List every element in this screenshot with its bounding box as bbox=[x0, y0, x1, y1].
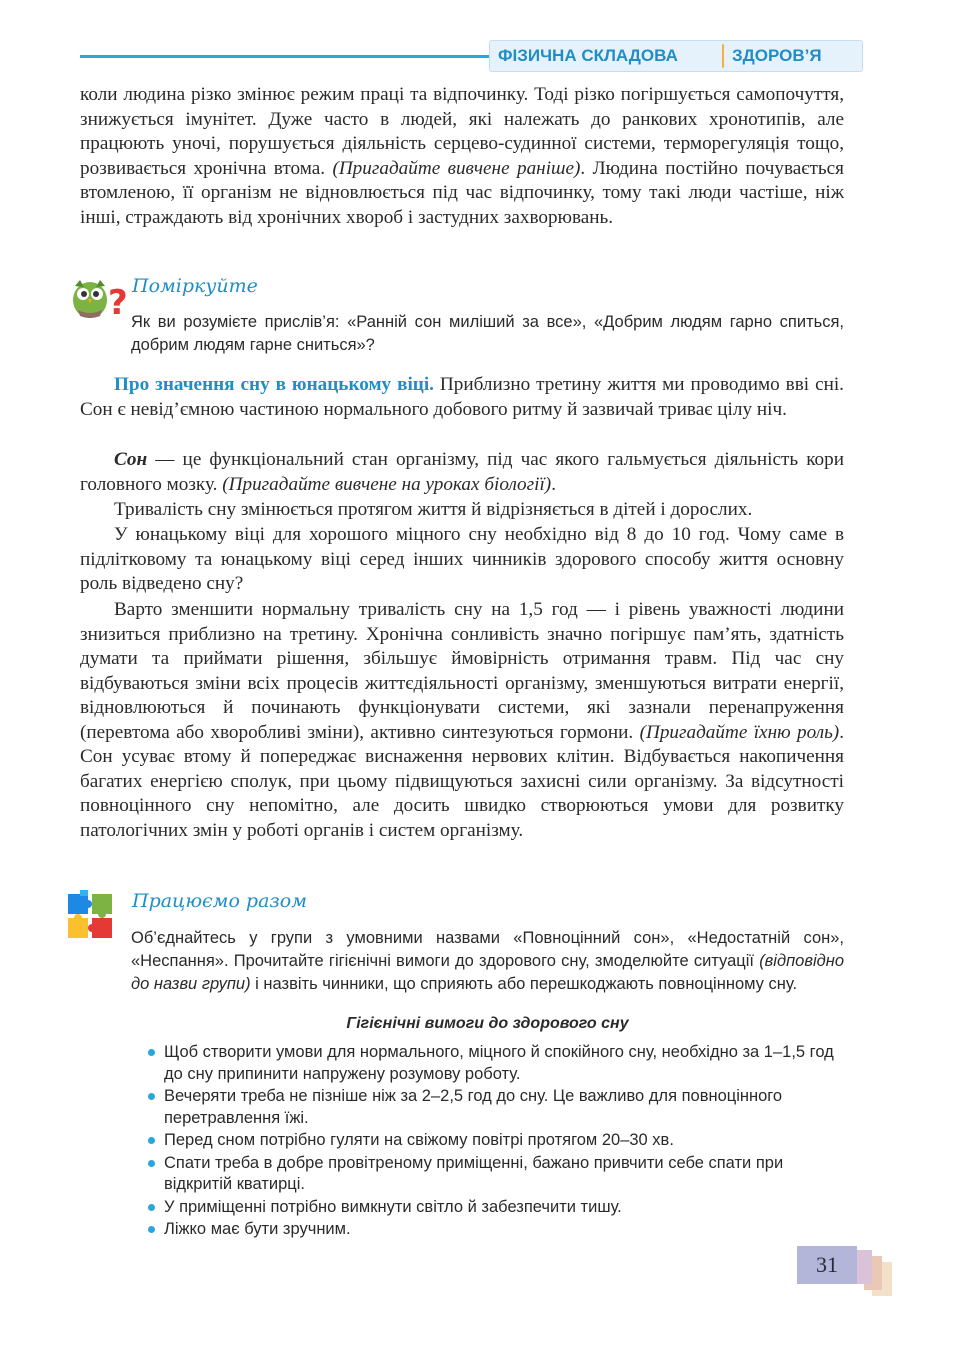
sleep-youth-paragraph: У юнацькому віці для хорошого міцного сну необхідно від 8 до 10 год. Чому саме в підлітковому та юнацькому віці серед інших чинників здорового способу життя основну роль відведено сну? bbox=[80, 524, 844, 594]
bullet-icon bbox=[148, 1226, 155, 1233]
sleep-definition-paragraph: Сон — це функціональний стан організму, під час якого гальмується діяльність кори головного мозку. (Пригадайте вивчене на уроках біології). bbox=[80, 449, 844, 495]
page-tab-decor-1 bbox=[856, 1250, 872, 1284]
list-item: Спати треба в добре провітреному приміщенні, бажано привчити себе спати при відкритій кватирці. bbox=[148, 1153, 845, 1196]
bullet-icon bbox=[148, 1049, 155, 1056]
sleep-effects-paragraph: Варто зменшити нормальну тривалість сну на 1,5 год — і рівень уважності людини знизиться приблизно на третину. Хронічна сонливість значно погіршує пам’ять, здатність думати та приймати рішення, збільшує ймовірність отримання травм. Під час сну відбуваються зміни всіх процесів життєдіяльності організму, зменшуються витрати енергії, відновлюються й починають функціонувати системи, які зазнали перенапруження (перевтома або хворобливі зміни), активно синтезуються гормони. (Пригадайте їхню роль). Сон усуває втому й попереджає виснаження нервових клітин. Відбувається накопичення багатих енергією сполук, при цьому підвищуються захисні сили організму. За відсутності повноцінного сну непомітно, але досить швидко створюються умови для розвитку патологічних змін у роботі органів і систем організму. bbox=[80, 599, 844, 841]
bullet-icon bbox=[148, 1204, 155, 1211]
think-title: Поміркуйте bbox=[132, 275, 258, 297]
term-sleep: Сон bbox=[114, 449, 148, 470]
bullet-icon bbox=[148, 1093, 155, 1100]
running-header bbox=[489, 40, 863, 72]
header-part-2: ЗДОРОВ’Я bbox=[732, 46, 822, 65]
header-divider bbox=[722, 44, 724, 68]
header-part-1: ФІЗИЧНА СКЛАДОВА bbox=[498, 46, 678, 65]
intro-paragraph: коли людина різко змінює режим праці та відпочинку. Тоді різко погіршується самопочуття, знижується імунітет. Дуже часто в людей, які належать до ранкових хронотипів, але працюють уночі, порушується діяльність серцево-судинної системи, терморегуляція тощо, розвивається хронічна втома. (Пригадайте вивчене раніше). Людина постійно почувається втомленою, її організм не відновлюється під час відпочинку, тому такі люди частіше, ніж інші, страждають від хронічних хвороб і застудних захворювань. bbox=[80, 84, 844, 228]
think-question: Як ви розумієте прислів’я: «Ранній сон миліший за все», «Добрим людям гарно спиться, добрим людям гарне сниться»? bbox=[131, 313, 844, 354]
puzzle-icon bbox=[66, 890, 116, 949]
list-item: Ліжко має бути зручним. bbox=[148, 1219, 845, 1241]
sleep-duration-paragraph: Тривалість сну змінюється протягом життя й відрізняється в дітей і дорослих. bbox=[114, 499, 753, 520]
teamwork-instructions: Об’єднайтесь у групи з умовними назвами «Повноцінний сон», «Недостатній сон», «Неспання». Прочитайте гігієнічні вимоги до здорового сну, змоделюйте ситуації (відповідно до назви групи) і назвіть чинники, що сприяють або перешкоджають повноцінному сну. bbox=[131, 929, 844, 993]
page-number: 31 bbox=[797, 1246, 857, 1284]
list-item: У приміщенні потрібно вимкнути світло й забезпечити тишу. bbox=[148, 1197, 845, 1219]
requirements-heading: Гігієнічні вимоги до здорового сну bbox=[346, 1015, 629, 1032]
bullet-icon bbox=[148, 1160, 155, 1167]
svg-text:?: ? bbox=[108, 283, 126, 320]
header-rule bbox=[80, 55, 490, 58]
sleep-intro-paragraph: Про значення сну в юнацькому віці. Приблизно третину життя ми проводимо вві сні. Сон є невід’ємною частиною нормального добового ритму й зазвичай триває цілу ніч. bbox=[80, 374, 844, 420]
list-item: Перед сном потрібно гуляти на свіжому повітрі протягом 20–30 хв. bbox=[148, 1130, 845, 1152]
bullet-icon bbox=[148, 1137, 155, 1144]
section-heading: Про значення сну в юнацькому віці. bbox=[114, 374, 434, 395]
list-item: Щоб створити умови для нормального, міцного й спокійного сну, необхідно за 1–1,5 год до сну припинити напружену розумову роботу. bbox=[148, 1042, 845, 1085]
teamwork-title: Працюємо разом bbox=[132, 890, 307, 912]
list-item: Вечеряти треба не пізніше ніж за 2–2,5 год до сну. Це важливо для повноцінного перетравлення їжі. bbox=[148, 1086, 845, 1129]
requirements-list bbox=[148, 1042, 845, 1242]
owl-question-icon bbox=[70, 276, 126, 325]
